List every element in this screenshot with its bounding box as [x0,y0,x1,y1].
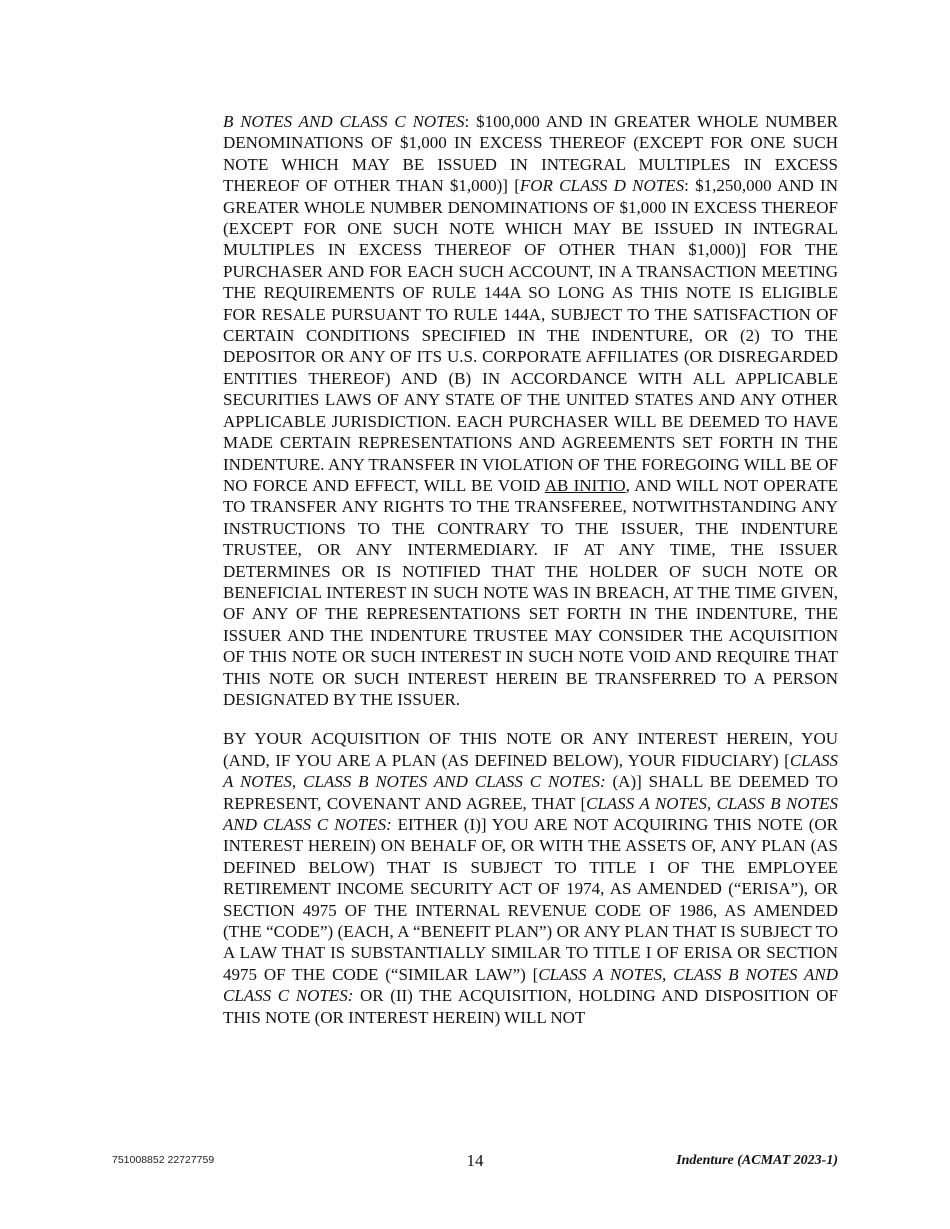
paragraph [223,728,838,1028]
text-segment: : $100,000 AND IN GREATER WHOLE NUMBER DENOMINATIONS OF $1,000 IN EXCESS THEREOF (EXCEPT FOR ONE SUCH NOTE WHICH MAY BE ISSUED IN INTEGRAL MULTIPLES IN EXCESS THEREOF OF OTHER THAN $1,000)] [ [223,112,838,196]
footer-doc-id: 751008852 22727759 [112,1154,215,1166]
italic-text: CLASS A NOTES, CLASS B NOTES AND CLASS C NOTES: [223,793,838,834]
italic-text: B NOTES AND CLASS C NOTES [223,112,465,131]
footer-doc-title: Indenture (ACMAT 2023-1) [676,1153,838,1168]
text-segment: : $1,250,000 AND IN GREATER WHOLE NUMBER DENOMINATIONS OF $1,000 IN EXCESS THEREOF (EXCEPT FOR ONE SUCH NOTE WHICH MAY BE ISSUED IN INTEGRAL MULTIPLES IN EXCESS THEREOF OF OTHER THAN $1,000)] FOR THE PURCHASER AND FOR EACH SUCH ACCOUNT, IN A TRANSACTION MEETING THE REQUIREMENTS OF RULE 144A SO LONG AS THIS NOTE IS ELIGIBLE FOR RESALE PURSUANT TO RULE 144A, SUBJECT TO THE SATISFACTION OF CERTAIN CONDITIONS SPECIFIED IN THE INDENTURE, OR (2) TO THE DEPOSITOR OR ANY OF ITS U.S. CORPORATE AFFILIATES (OR DISREGARDED ENTITIES THEREOF) AND (B) IN ACCORDANCE WITH ALL APPLICABLE SECURITIES LAWS OF ANY STATE OF THE UNITED STATES AND ANY OTHER APPLICABLE JURISDICTION. EACH PURCHASER WILL BE DEEMED TO HAVE MADE CERTAIN REPRESENTATIONS AND AGREEMENTS SET FORTH IN THE INDENTURE. ANY TRANSFER IN VIOLATION OF THE FOREGOING WILL BE OF NO FORCE AND EFFECT, WILL BE VOID [223,176,838,495]
footer-page-number: 14 [466,1151,484,1170]
text-segment: OR (II) THE ACQUISITION, HOLDING AND DISPOSITION OF THIS NOTE (OR INTEREST HEREIN) WILL NOT [223,986,838,1027]
body-text [223,111,838,1046]
italic-text: CLASS A NOTES, CLASS B NOTES AND CLASS C NOTES: [223,750,838,792]
italic-text: FOR CLASS D NOTES [519,176,685,196]
text-segment: BY YOUR ACQUISITION OF THIS NOTE OR ANY INTEREST HEREIN, YOU (AND, IF YOU ARE A PLAN (AS DEFINED BELOW), YOUR FIDUCIARY) [ [223,729,838,770]
text-segment: EITHER (I)] YOU ARE NOT ACQUIRING THIS NOTE (OR INTEREST HEREIN) ON BEHALF OF, OR WITH THE ASSETS OF, ANY PLAN (AS DEFINED BELOW) THAT IS SUBJECT TO TITLE I OF THE EMPLOYEE RETIREMENT INCOME SECURITY ACT OF 1974, AS AMENDED (“ERISA”), OR SECTION 4975 OF THE INTERNAL REVENUE CODE OF 1986, AS AMENDED (THE “CODE”) (EACH, A “BENEFIT PLAN”) OR ANY PLAN THAT IS SUBJECT TO A LAW THAT IS SUBSTANTIALLY SIMILAR TO TITLE I OF ERISA OR SECTION 4975 OF THE CODE (“SIMILAR LAW”) [ [223,815,838,984]
text-segment: (A)] SHALL BE DEEMED TO REPRESENT, COVENANT AND AGREE, THAT [ [223,772,838,813]
text-segment: , AND WILL NOT OPERATE TO TRANSFER ANY RIGHTS TO THE TRANSFEREE, NOTWITHSTANDING ANY INSTRUCTIONS TO THE CONTRARY TO THE ISSUER, THE INDENTURE TRUSTEE, OR ANY INTERMEDIARY. IF AT ANY TIME, THE ISSUER DETERMINES OR IS NOTIFIED THAT THE HOLDER OF SUCH NOTE OR BENEFICIAL INTEREST IN SUCH NOTE WAS IN BREACH, AT THE TIME GIVEN, OF ANY OF THE REPRESENTATIONS SET FORTH IN THE INDENTURE, THE ISSUER AND THE INDENTURE TRUSTEE MAY CONSIDER THE ACQUISITION OF THIS NOTE OR SUCH INTEREST IN SUCH NOTE VOID AND REQUIRE THAT THIS NOTE OR SUCH INTEREST HEREIN BE TRANSFERRED TO A PERSON DESIGNATED BY THE ISSUER. [223,475,838,709]
paragraph [223,111,838,710]
italic-text: CLASS A NOTES, CLASS B NOTES AND CLASS C NOTES: [223,964,838,1006]
underlined-text: AB INITIO [544,475,626,495]
